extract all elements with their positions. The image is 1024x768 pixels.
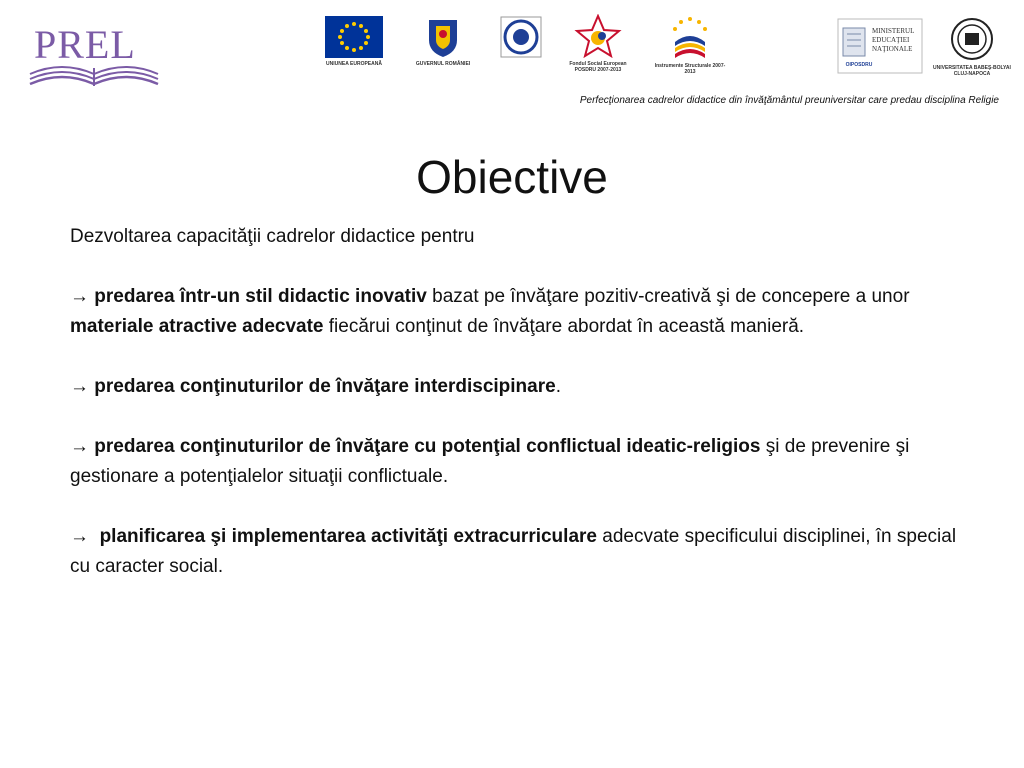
- arrow-icon: →: [70, 436, 95, 457]
- header-subtitle: Perfecţionarea cadrelor didactice din învăţământul preuniversitar care predau disciplina Religie: [579, 95, 999, 106]
- partner-label: Fondul Social European POSDRU 2007-2013: [569, 61, 627, 73]
- fse-logo: [564, 14, 632, 73]
- structural-instruments-logo: [654, 14, 726, 75]
- partner-label: GUVERNUL ROMÂNIEI: [415, 61, 471, 67]
- eu-logo: [318, 16, 390, 67]
- item-text: adecvate specificului disciplinei, în special cu caracter social.: [70, 526, 957, 577]
- ministry-seal-text: MINISTERUL EDUCAŢIEI NAŢIONALE: [872, 27, 915, 53]
- slide-title: Obiective: [416, 151, 608, 203]
- list-item: [70, 432, 960, 492]
- partner-label: UNIVERSITATEA BABEŞ-BOLYAI CLUJ-NAPOCA: [933, 65, 1011, 77]
- list-item: [70, 282, 960, 342]
- bold-phrase: predarea conţinuturilor de învăţare interdiscipinare: [94, 376, 556, 397]
- partner-label: UNIUNEA EUROPEANĂ: [326, 61, 382, 67]
- ministry-sub-label: OIPOSDRU: [845, 62, 873, 68]
- round-seal-icon: [500, 16, 542, 58]
- ubb-logo: [932, 16, 1012, 77]
- university-seal-icon: [950, 16, 994, 62]
- intro-text: Dezvoltarea capacităţii cadrelor didactice pentru: [70, 226, 475, 247]
- item-text: şi de prevenire şi gestionare a potenţialelor situaţii conflictuale.: [70, 436, 910, 487]
- romanian-government-logo: [410, 16, 476, 67]
- bold-phrase: predarea conţinuturilor de învăţare cu potenţial conflictual ideatic-religios: [94, 436, 761, 457]
- item-text: fiecărui conţinut de învăţare abordat în această manieră.: [323, 316, 805, 337]
- prel-logo-text: PREL: [34, 22, 136, 67]
- bold-phrase: materiale atractive adecvate: [70, 316, 324, 337]
- partner-label: Instrumente Structurale 2007-2013: [654, 63, 726, 75]
- coat-of-arms-icon: [426, 16, 460, 58]
- bold-phrase: planificarea şi implementarea activităţi extracurriculare: [99, 526, 597, 547]
- slide-content: [70, 222, 960, 612]
- item-text: bazat pe învăţare pozitiv-creativă şi de concepere a unor: [426, 286, 910, 307]
- ministry-emblem-logo: [498, 16, 544, 61]
- prel-logo: [26, 22, 162, 90]
- open-book-icon: [26, 22, 162, 90]
- star-circle-icon: [667, 14, 713, 60]
- item-text: .: [555, 376, 561, 397]
- arrow-icon: →: [70, 376, 95, 397]
- list-item: [70, 522, 960, 582]
- eu-flag-icon: [325, 16, 383, 58]
- list-item: [70, 372, 960, 402]
- partner-logos-row: [318, 14, 1018, 84]
- fse-star-icon: [574, 14, 622, 58]
- arrow-icon: →: [70, 526, 100, 547]
- ministry-education-logo: [836, 18, 924, 77]
- arrow-icon: →: [70, 286, 95, 307]
- bold-phrase: predarea într-un stil didactic inovativ: [94, 286, 427, 307]
